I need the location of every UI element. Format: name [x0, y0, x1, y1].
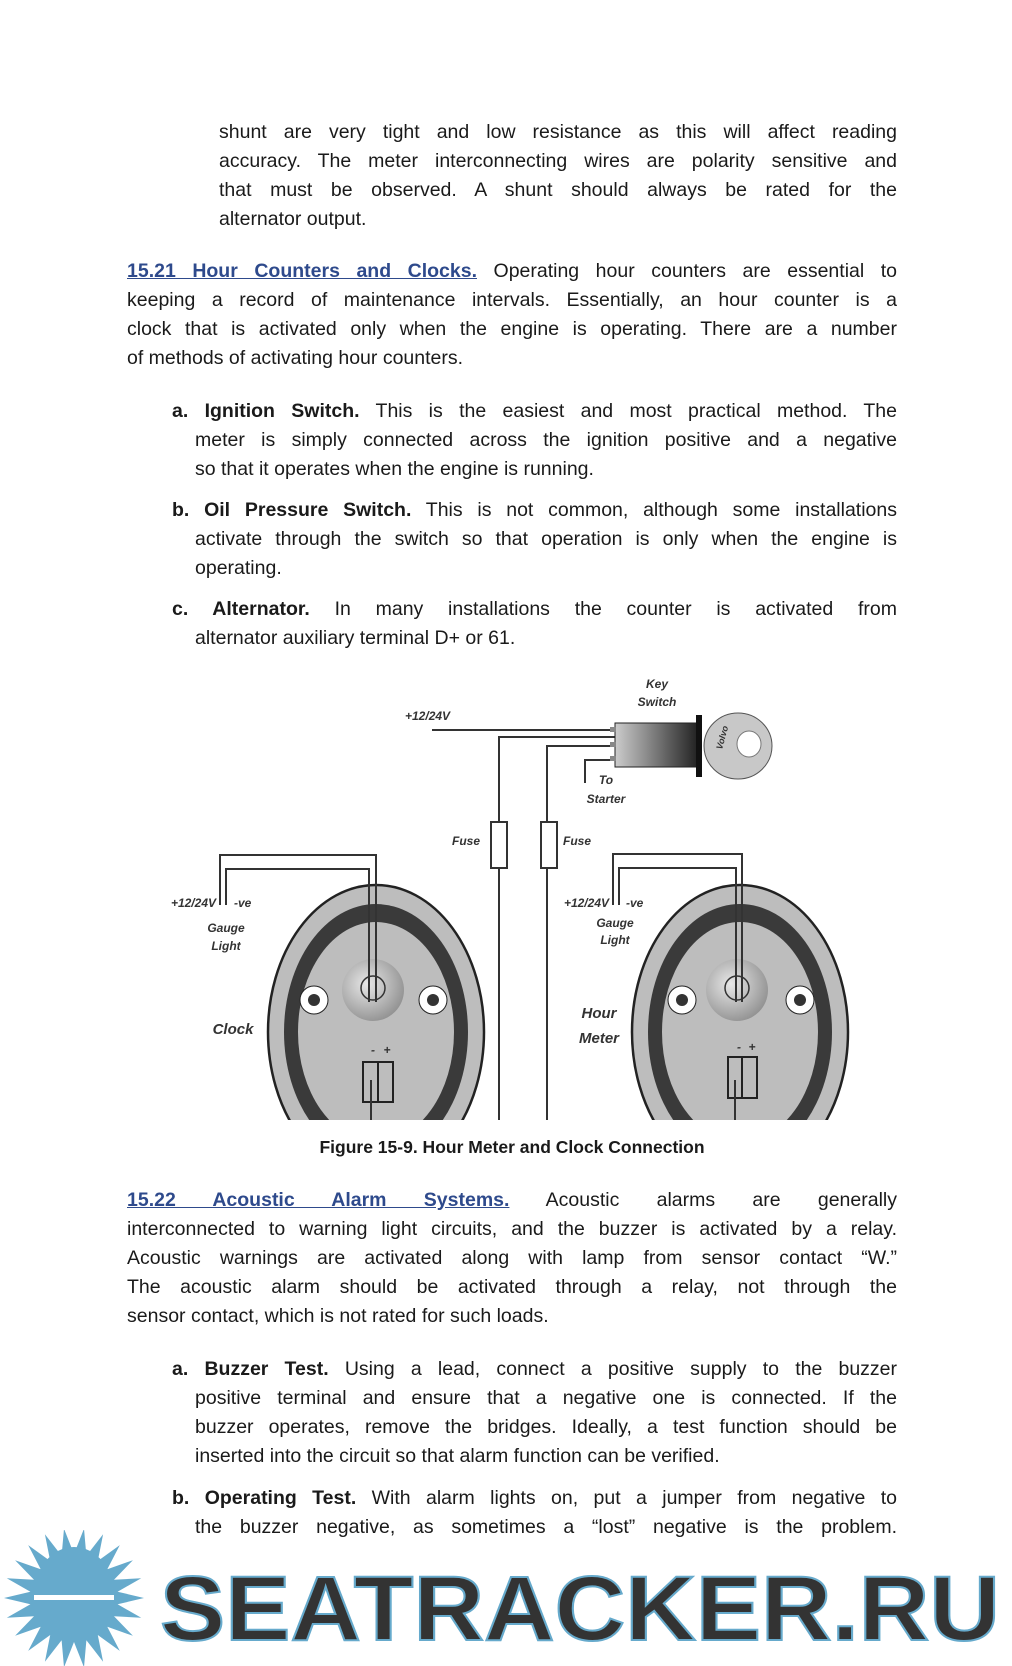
light-label: Light	[600, 933, 630, 947]
text-line: operating.	[195, 557, 282, 579]
gauge-label: Gauge	[207, 921, 245, 935]
gauge-supply-label: +12/24V	[563, 896, 609, 910]
section-heading-link[interactable]: 15.21 Hour Counters and Clocks.	[127, 260, 477, 282]
text-span: With alarm lights on, put a jumper from negative to	[356, 1487, 897, 1509]
text-line: interconnected to warning light circuits, and the buzzer is activated by a relay.	[127, 1218, 897, 1240]
plus-label: +	[383, 1043, 391, 1057]
text-span: In many installations the counter is activated from	[309, 598, 897, 620]
item-label: b. Oil Pressure Switch.	[172, 499, 412, 521]
text-line	[127, 259, 897, 283]
text-line: alternator auxiliary terminal D+ or 61.	[195, 627, 516, 649]
text-line: that must be observed. A shunt should always be rated for the	[219, 179, 897, 201]
text-line: The acoustic alarm should be activated through a relay, not through the	[127, 1276, 897, 1298]
text-line: meter is simply connected across the ignition positive and a negative	[195, 429, 897, 451]
fuse-label: Fuse	[451, 834, 480, 848]
minus-label: -	[737, 1040, 741, 1054]
text-line: shunt are very tight and low resistance as this will affect reading	[219, 121, 897, 143]
text-line: of methods of activating hour counters.	[127, 347, 464, 369]
list-item-operating-test	[172, 1486, 897, 1510]
hour-meter-gauge-icon	[632, 885, 848, 1120]
fuse-label: Fuse	[563, 834, 592, 848]
text-line: activate through the switch so that operation is only when the engine is	[195, 528, 897, 550]
list-item-oil-pressure-switch	[172, 498, 897, 522]
starter-label: Starter	[586, 792, 626, 806]
clock-label: Clock	[212, 1021, 254, 1038]
item-label: a. Ignition Switch.	[172, 400, 360, 422]
text-line: so that it operates when the engine is running.	[195, 458, 594, 480]
list-item-ignition-switch	[172, 399, 897, 423]
text-line: Acoustic warnings are activated along with lamp from sensor contact “W.”	[127, 1247, 897, 1269]
key-brand-label: Volvo	[714, 724, 731, 751]
fuse-icon	[541, 822, 557, 868]
text-span: Operating hour counters are essential to	[477, 260, 897, 282]
list-item-buzzer-test	[172, 1357, 897, 1381]
fuse-icon	[491, 822, 507, 868]
text-line: accuracy. The meter interconnecting wires are polarity sensitive and	[219, 150, 897, 172]
text-line: keeping a record of maintenance intervals. Essentially, an hour counter is a	[127, 289, 897, 311]
text-span: This is not common, although some installations	[411, 499, 897, 521]
text-span: Using a lead, connect a positive supply to the buzzer	[328, 1358, 898, 1380]
plus-label: +	[748, 1040, 756, 1054]
text-line	[127, 1188, 897, 1212]
neg-label: -ve	[234, 896, 252, 910]
text-line: buzzer operates, remove the bridges. Ideally, a test function should be	[195, 1416, 897, 1438]
item-label: a. Buzzer Test.	[172, 1358, 329, 1380]
text-span: This is the easiest and most practical method. The	[359, 400, 897, 422]
text-line: clock that is activated only when the engine is operating. There are a number	[127, 318, 897, 340]
figure-caption: Figure 15-9. Hour Meter and Clock Connection	[319, 1137, 705, 1157]
neg-label: -ve	[626, 896, 644, 910]
section-heading-link[interactable]: 15.22 Acoustic Alarm Systems.	[127, 1189, 510, 1211]
key-label: Key	[645, 677, 669, 691]
light-label: Light	[211, 939, 241, 953]
text-span: Acoustic alarms are generally	[509, 1189, 897, 1211]
gauge-label: Gauge	[596, 916, 634, 930]
switch-label: Switch	[637, 695, 677, 709]
item-label: c. Alternator.	[172, 598, 310, 620]
text-line: alternator output.	[219, 208, 367, 230]
item-label: b. Operating Test.	[172, 1487, 357, 1509]
text-line: positive terminal and ensure that a negative one is connected. If the	[195, 1387, 897, 1409]
wiring-diagram	[150, 670, 870, 1120]
meter-label: Meter	[578, 1030, 620, 1047]
gauge-supply-label: +12/24V	[170, 896, 216, 910]
seatracker-watermark	[0, 1530, 1012, 1666]
minus-label: -	[371, 1043, 375, 1057]
key-switch-icon	[610, 713, 772, 779]
list-item-alternator	[172, 597, 897, 621]
text-line: inserted into the circuit so that alarm function can be verified.	[195, 1445, 720, 1467]
supply-label: +12/24V	[405, 709, 451, 723]
sun-logo-icon	[4, 1530, 144, 1666]
text-line: sensor contact, which is not rated for such loads.	[127, 1305, 549, 1327]
text-line: the buzzer negative, as sometimes a “lost” negative is the problem.	[195, 1516, 897, 1538]
to-label: To	[598, 773, 614, 787]
watermark-text: SEATRACKER.RU	[160, 1558, 1000, 1660]
hour-label: Hour	[581, 1005, 617, 1022]
